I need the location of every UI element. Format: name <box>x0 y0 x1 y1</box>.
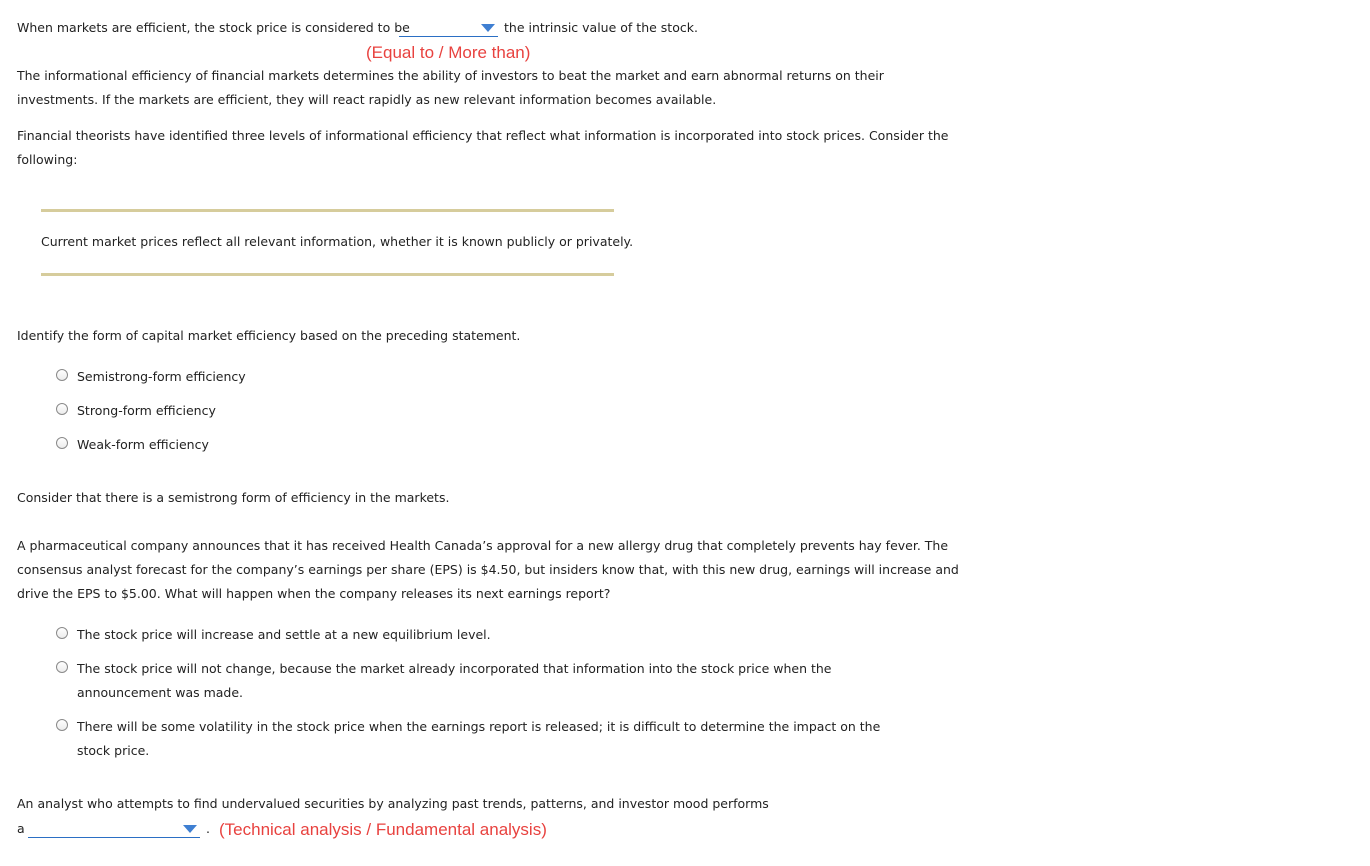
q2-option-label: Strong-form efficiency <box>77 403 216 418</box>
q3-prompt <box>17 534 959 606</box>
q3-line3: drive the EPS to $5.00. What will happen when the company releases its next earnings report? <box>17 586 611 601</box>
radio-button[interactable] <box>56 627 68 639</box>
q4-hint: (Technical analysis / Fundamental analysis) <box>219 820 547 839</box>
radio-button[interactable] <box>56 369 68 381</box>
intro-p1-line2: investments. If the markets are efficient, they will react rapidly as new relevant information becomes available. <box>17 92 717 107</box>
q3-line1: A pharmaceutical company announces that it has received Health Canada’s approval for a new allergy drug that completely prevents hay fever. The <box>17 538 949 553</box>
q3-option-label: There will be some volatility in the stock price when the earnings report is released; it is difficult to determine the impact on the stock price. <box>77 719 881 758</box>
q3-line2: consensus analyst forecast for the company’s earnings per share (EPS) is $4.50, but insiders know that, with this new drug, earnings will increase and <box>17 562 959 577</box>
intro-paragraph-2 <box>17 124 948 172</box>
q4-dropdown[interactable] <box>28 823 200 838</box>
radio-button[interactable] <box>56 403 68 415</box>
q1-text-after: the intrinsic value of the stock. <box>504 20 698 35</box>
statement-bottom-rule <box>41 273 614 276</box>
radio-button[interactable] <box>56 437 68 449</box>
q4-suffix: . <box>206 821 210 836</box>
chevron-down-icon <box>481 24 495 32</box>
intro-p2-line2: following: <box>17 152 78 167</box>
q3-option-label: The stock price will not change, because the market already incorporated that information into the stock price when the announcement was made. <box>77 661 832 700</box>
q1-hint: (Equal to / More than) <box>366 43 531 62</box>
q2-prompt: Identify the form of capital market efficiency based on the preceding statement. <box>17 328 521 343</box>
intro-p1-line1: The informational efficiency of financial markets determines the ability of investors to beat the market and earn abnormal returns on their <box>17 68 884 83</box>
statement-top-rule <box>41 209 614 212</box>
radio-button[interactable] <box>56 719 68 731</box>
statement-text: Current market prices reflect all relevant information, whether it is known publicly or privately. <box>41 234 634 249</box>
radio-button[interactable] <box>56 661 68 673</box>
intro-p2-line1: Financial theorists have identified three levels of informational efficiency that reflect what information is incorporated into stock prices. Consider the <box>17 128 949 143</box>
intro-paragraph-1 <box>17 64 884 112</box>
q2-option-label: Weak-form efficiency <box>77 437 209 452</box>
q4-prefix: a <box>17 821 25 836</box>
q1-text-before: When markets are efficient, the stock price is considered to be <box>17 20 410 35</box>
q2-option-label: Semistrong-form efficiency <box>77 369 246 384</box>
semistrong-note: Consider that there is a semistrong form of efficiency in the markets. <box>17 490 450 505</box>
q1-dropdown[interactable] <box>399 22 498 37</box>
q3-option-label: The stock price will increase and settle at a new equilibrium level. <box>77 627 491 642</box>
q4-text: An analyst who attempts to find undervalued securities by analyzing past trends, patterns, and investor mood performs <box>17 796 769 811</box>
chevron-down-icon <box>183 825 197 833</box>
